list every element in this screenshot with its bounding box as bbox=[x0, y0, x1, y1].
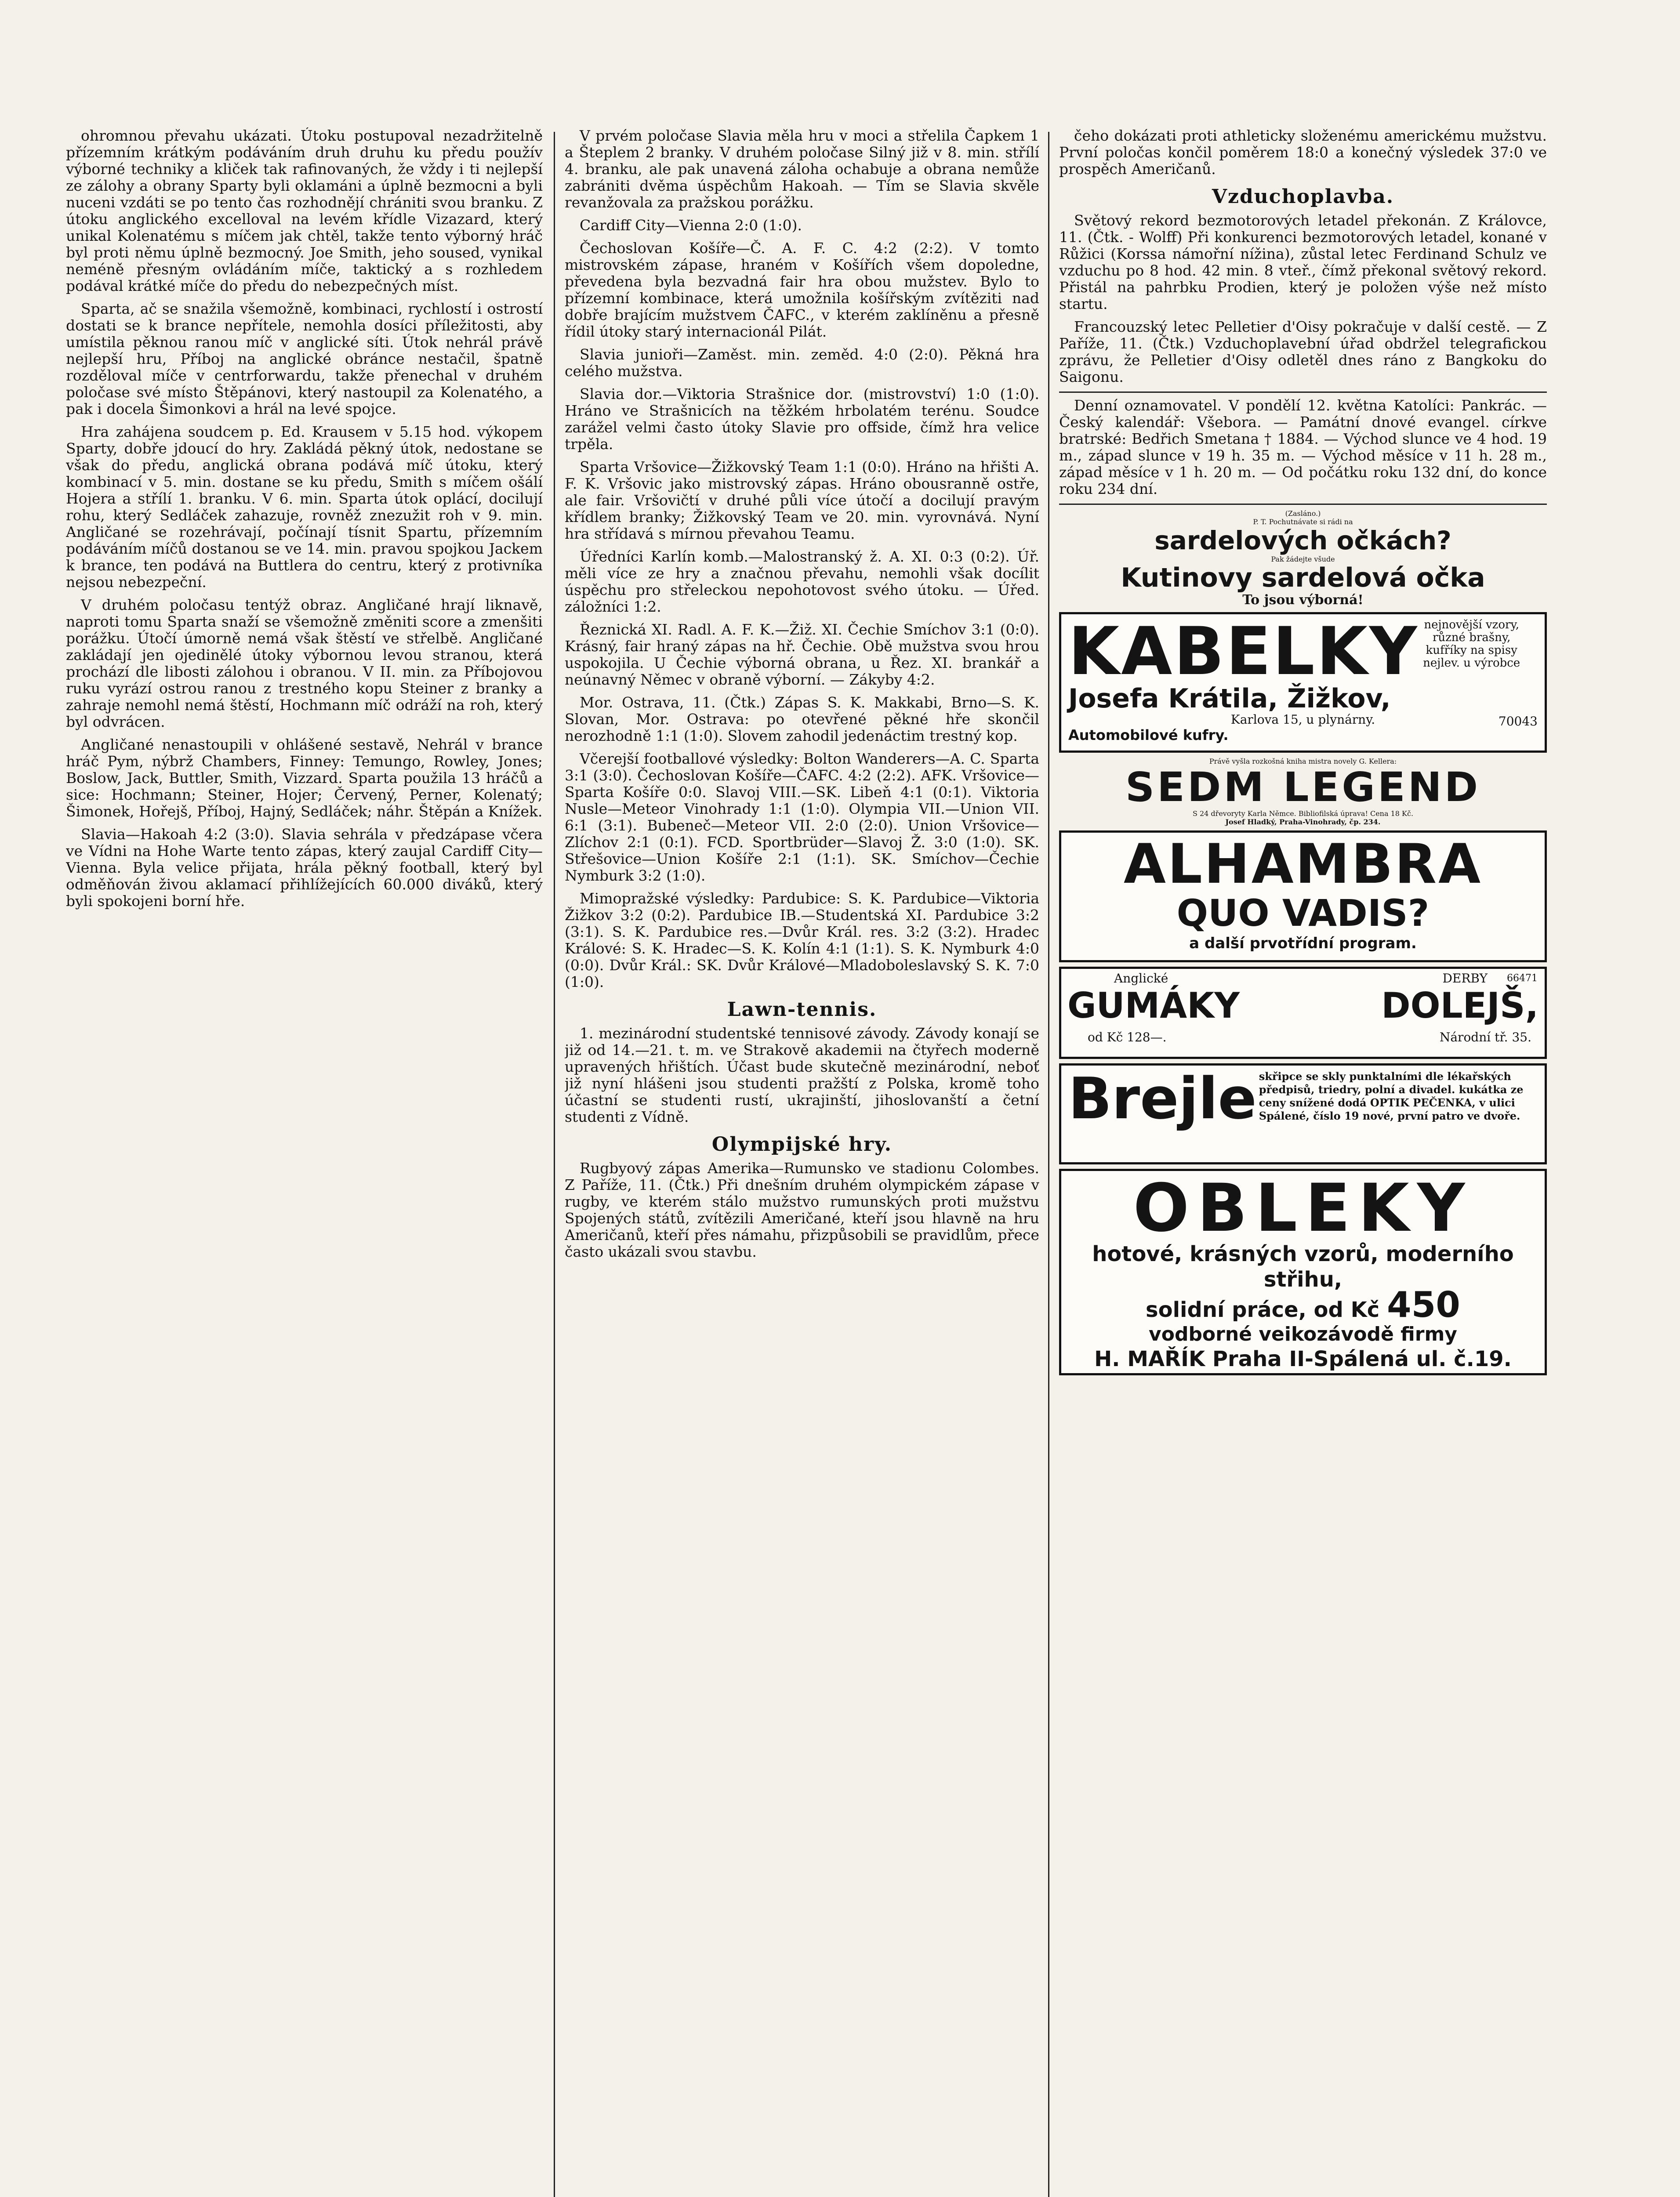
article-paragraph: Světový rekord bezmotorových letadel překonán. Z Královce, 11. (Čtk. - Wolff) Při konkurenci bezmotorových letadel, konané v Růžici (Korssa námořní nížina), zůstal letec Ferdinand Schulz ve vzduchu po 8 hod. 42 min. 8 vteř., čímž překonal světový rekord. Přistál na pahrbku Prodien, který je položen výše než místo startu. bbox=[1059, 212, 1547, 312]
article-paragraph: 1. mezinárodní studentské tennisové závody. Závody konají se již od 14.—21. t. m. ve Strakově akademii na čtyřech moderně upravených hřištích. Účast bude skutečně mezinárodní, neboť již nyní hlášeni jsou studenti pražští z Polska, kromě toho účastní se studenti rustí, ukrajinští, jihoslovanští a četní studenti z Vídně. bbox=[565, 1025, 1039, 1125]
ad-kabelky bbox=[1059, 612, 1547, 753]
ad-line: H. MAŘÍK Praha II-Spálená ul. č.19. bbox=[1094, 1347, 1512, 1371]
ad-line: Karlova 15, u plynárny. bbox=[1230, 712, 1375, 727]
article-paragraph: Mimopražské výsledky: Pardubice: S. K. Pardubice—Viktoria Žižkov 3:2 (0:2). Pardubice IB.—Studentská XI. Pardubice 3:2 (3:1). S. K. Pardubice res.—Dvůr Král. res. 3:2 (3:2). Hradec Králové: S. K. Hradec—S. K. Kolín 4:1 (1:1). S. K. Nymburk 4:0 (0:0). Dvůr Král.: SK. Dvůr Králové—Mladoboleslavský S. K. 7:0 (1:0). bbox=[565, 890, 1039, 990]
section-heading-aviation: Vzduchoplavba. bbox=[1212, 185, 1394, 208]
article-paragraph: V druhém poločasu tentýž obraz. Angličané hrají liknavě, naproti tomu Sparta snaží se všemožně změniti score a zmenšiti porážku. Útočí úmorně nemá však štěstí ve střelbě. Angličané zakládají jen ojedinělé útoky výbornou levou stranou, která prochází dle libosti zálohou i obranou. V II. min. za Příbojovou ruku vyrází ostrou ranou z trestného kopu Steiner z branky a zahraje nemohl nemá štěstí, Hochmann míč odráží na roh, který byl odvrácen. bbox=[66, 596, 543, 730]
ad-obleky bbox=[1059, 1169, 1547, 1375]
ad-headline: Kutinovy sardelová očka bbox=[1121, 562, 1485, 593]
article-paragraph: Rugbyový zápas Amerika—Rumunsko ve stadionu Colombes. Z Paříže, 11. (Čtk.) Při dnešním druhém olympickém zápase v rugby, ve kterém stálo mužstvo rumunských proti mužstvu Spojených států, zvítězili Američané, kteří jsou hlavně na hru Američanů, kteří přes námahu, přizpůsobili se pravidlům, přece často ukázali svou stavbu. bbox=[565, 1160, 1039, 1260]
ad-line: Pak žádejte všude bbox=[1271, 555, 1335, 563]
column-sports-middle bbox=[565, 127, 1039, 2197]
ad-line: P. T. Pochutnávate si rádi na bbox=[1253, 518, 1353, 526]
column-rule-2 bbox=[1048, 132, 1049, 2197]
ad-subheadline: QUO VADIS? bbox=[1176, 892, 1430, 935]
ad-headline: OBLEKY bbox=[1133, 1170, 1473, 1247]
ad-headline: DOLEJŠ, bbox=[1381, 985, 1538, 1026]
divider bbox=[1059, 392, 1547, 393]
ad-line: vodborné veikozávodě firmy bbox=[1149, 1323, 1457, 1345]
ad-sedm-legend bbox=[1059, 757, 1547, 826]
ad-line: Právě vyšla rozkošná kniha mistra novely G. Kellera: bbox=[1209, 757, 1397, 765]
ad-line: Anglické bbox=[1114, 971, 1168, 986]
ad-line: Josefa Krátila, Žižkov, bbox=[1068, 683, 1391, 714]
article-paragraph: V prvém poločase Slavia měla hru v moci a střelila Čapkem 1 a Šteplem 2 branky. V druhém poločase Silný již v 8. min. střílí 4. branku, ale pak unavená záloha ochabuje a obrana nemůže zabrániti dvěma úspěchům Hakoah. — Tím se Slavia skvěle revanžovala za pražskou porážku. bbox=[565, 127, 1039, 211]
ad-headline: sardelových očkách? bbox=[1154, 526, 1451, 555]
ad-note: (Zasláno.) bbox=[1285, 509, 1321, 518]
ad-number: 66471 bbox=[1507, 973, 1538, 984]
article-paragraph: Slavia—Hakoah 4:2 (3:0). Slavia sehrála v předzápase včera ve Vídni na Hohe Warte tento zápas, který zaujal Cardiff City—Vienna. Byla velice přijata, hrála pěkný football, který byl odměňován živou aklamací přihlížejících 60.000 diváků, který byli spokojeni borní hře. bbox=[66, 826, 543, 910]
divider bbox=[1059, 504, 1547, 505]
ad-alhambra bbox=[1059, 830, 1547, 962]
article-paragraph: Sparta, ač se snažila všemožně, kombinaci, rychlostí i ostrostí dostati se k brance nepřítele, nemohla dosíci příležitosti, aby umístila pěknou ranou míč v anglické síti. Útok nehrál právě nejlepší hru, Příboj na anglické obránce nestačil, špatně rozděloval míče v centrforwardu, takže přenechal v druhém poločase své místo Štěpánovi, který nastoupil za Kolenatého, a pak i docela Šimonkovi a hrál na levé spojce. bbox=[66, 300, 543, 417]
article-paragraph: Čechoslovan Košíře—Č. A. F. C. 4:2 (2:2). V tomto mistrovském zápase, hraném v Košířích všem dopoledne, převedena byla bezvadná fair hra obou mužstev. Bylo to přízemní kombinace, která umožnila košířským zvítěziti nad dobře brajícím mužstvem ČAFC., v kterém zaklíněnu a přesně řídil útoky starý internacionál Pilát. bbox=[565, 239, 1039, 340]
ad-price: 450 bbox=[1386, 1284, 1460, 1325]
ad-line: S 24 dřevoryty Karla Němce. Bibliofilská úprava! Cena 18 Kč. bbox=[1192, 809, 1414, 818]
ad-line: od Kč 128—. bbox=[1088, 1030, 1167, 1044]
article-paragraph: Řeznická XI. Radl. A. F. K.—Žiž. XI. Čechie Smíchov 3:1 (0:0). Krásný, fair hraný zápas na hř. Čechie. Obě mužstva svou hrou uspokojila. U Čechie výborná obrana, u Řez. XI. brankář a neúnavný Němec v obraně výborní. — Zákyby 4:2. bbox=[565, 621, 1039, 688]
article-paragraph: Úředníci Karlín komb.—Malostranský ž. A. XI. 0:3 (0:2). Úř. měli více ze hry a značnou převahu, nemohli však docílit úspěchu pro střeleckou nepohotovost svého útoku. — Úřed. záložníci 1:2. bbox=[565, 548, 1039, 615]
article-paragraph: Angličané nenastoupili v ohlášené sestavě, Nehrál v brance hráč Pym, nýbrž Chambers, Finney: Temungo, Rowley, Jones; Boslow, Jack, Buttler, Smith, Vizzard. Sparta použila 13 hráčů a sice: Hochmann; Steiner, Hojer; Červený, Perner, Kolenatý; Šimonek, Hořejš, Příboj, Hajný, Sedláček; náhr. Štěpán a Knížek. bbox=[66, 736, 543, 820]
ad-line: solidní práce, od Kč bbox=[1146, 1298, 1380, 1322]
ad-line: skřipce se skly punktalními dle lékařských předpisů, triedry, polní a divadel. kukátka ze ceny snížené dodá OPTIK PEČENKA, v ulici Spálené, číslo 19 nové, první patro ve dvoře. bbox=[1259, 1070, 1524, 1122]
ad-headline: SEDM LEGEND bbox=[1125, 764, 1481, 811]
ad-number: 70043 bbox=[1498, 714, 1538, 729]
ad-sardel bbox=[1059, 509, 1547, 608]
ad-headline: KABELKY bbox=[1068, 613, 1419, 690]
ad-headline: GUMÁKY bbox=[1067, 985, 1240, 1026]
column-rule-1 bbox=[554, 132, 555, 2197]
section-heading-lawn-tennis: Lawn-tennis. bbox=[727, 998, 877, 1021]
ad-line: DERBY bbox=[1442, 971, 1488, 986]
article-paragraph: Slavia junioři—Zaměst. min. zeměd. 4:0 (2:0). Pěkná hra celého mužstva. bbox=[565, 346, 1039, 380]
article-paragraph: Francouzský letec Pelletier d'Oisy pokračuje v další cestě. — Z Paříže, 11. (Čtk.) Vzduchoplavební úřad obdržel telegrafickou zprávu, že Pelletier d'Oisy odletěl dnes ráno z Bangkoku do Saigonu. bbox=[1059, 318, 1547, 385]
ad-line: a další prvotřídní program. bbox=[1189, 935, 1417, 952]
article-paragraph: ohromnou převahu ukázati. Útoku postupoval nezadržitelně přízemním krátkým podáváním druh druhu ku předu použív výborné techniky a kliček tak rafinovaných, že vždy i ti nejlepší ze zálohy a obrany Sparty byli oklamáni a úplně bezmocni a byli nuceni vzdáti se po tento čas rozhodnějí chrániti svou branku. Z útoku anglického excelloval na levém křídle Vizazard, který unikal Kolenatému s míčem jak chtěl, takže tento výborný hráč byl proti němu úplně bezmocný. Joe Smith, jeho soused, vynikal neméně přesným ovládáním míče, taktický a s rozhledem podával krátké míče do předu do nebezpečných míst. bbox=[66, 127, 543, 294]
article-paragraph: Slavia dor.—Viktoria Strašnice dor. (mistrovství) 1:0 (1:0). Hráno ve Strašnicích na těžkém hrbolatém terénu. Soudce zarážel velmi často útoky Slavie pro offside, čímž hra velice trpěla. bbox=[565, 385, 1039, 453]
ad-line: To jsou výborná! bbox=[1242, 592, 1364, 608]
article-paragraph: čeho dokázati proti athleticky složenému americkému mužstvu. První poločas končil poměrem 18:0 a konečný výsledek 37:0 ve prospěch Američanů. bbox=[1059, 127, 1547, 178]
ad-headline: ALHAMBRA bbox=[1123, 833, 1483, 896]
column-news-and-ads bbox=[1059, 127, 1547, 2197]
ad-gumaky bbox=[1059, 967, 1547, 1059]
ad-headline: Brejle bbox=[1068, 1065, 1257, 1132]
article-paragraph: Hra zahájena soudcem p. Ed. Krausem v 5.15 hod. výkopem Sparty, dobře jdoucí do hry. Zakládá pěkný útok, nedostane se však do předu, anglická obrana podává míč útoku, který kombinací v 5. min. dostane se ku předu, Smith s míčem ošálí Hojera a střílí 1. branku. V 6. min. Sparta útok oplácí, docilují rohu, který Sedláček zahazuje, rovněž znezužit roh v 9. min. Angličané se rozehrávají, počínají tísnit Spartu, přízemním podáváním míčů dostanou se ve 14. min. pravou spojkou Jackem k brance, ten podává na Buttlera do centru, který z protivníka nejsou nebezpeční. bbox=[66, 423, 543, 591]
article-paragraph: Sparta Vršovice—Žižkovský Team 1:1 (0:0). Hráno na hřišti A. F. K. Vršovic jako mistrovský zápas. Hráno obousranně ostře, ale fair. Vršovičtí v druhé půli více útočí a docilují pravým křídlem branky; Žižkovský Team ve 20. min. vyrovnává. Nyní hra střídavá s mírnou převahou Teamu. bbox=[565, 458, 1039, 542]
ad-line: hotové, krásných vzorů, moderního střihu, bbox=[1092, 1242, 1514, 1292]
ad-line: Národní tř. 35. bbox=[1439, 1030, 1531, 1044]
ad-line: Automobilové kufry. bbox=[1068, 727, 1229, 743]
article-paragraph: Mor. Ostrava, 11. (Čtk.) Zápas S. K. Makkabi, Brno—S. K. Slovan, Mor. Ostrava: po otevřené pěkné hře skončil nerozhodně 1:1 (1:0). Slovem zahodil jedenáctim trestný kop. bbox=[565, 694, 1039, 744]
section-heading-olympic-games: Olympijské hry. bbox=[711, 1133, 893, 1156]
column-sports-left bbox=[66, 127, 543, 2197]
ad-brejle bbox=[1059, 1063, 1547, 1164]
ad-line: Josef Hladký, Praha-Vinohrady, čp. 234. bbox=[1225, 818, 1381, 826]
article-paragraph: Cardiff City—Vienna 2:0 (1:0). bbox=[580, 217, 802, 234]
article-paragraph: Včerejší footballové výsledky: Bolton Wanderers—A. C. Sparta 3:1 (3:0). Čechoslovan Košíře—ČAFC. 4:2 (2:2). AFK. Vršovice—Sparta Košíře 0:0. Slavoj VIII.—SK. Libeň 4:1 (0:1). Viktoria Nusle—Meteor Vinohrady 1:1 (1:0). Olympia VII.—Union VII. 6:1 (3:1). Bubeneč—Meteor VII. 2:0 (2:0). Union Vršovice—Zlíchov 2:1 (0:1). FCD. Sportbrüder—Slavoj Ž. 3:0 (1:0). SK. Střešovice—Union Košíře 2:1 (1:1). SK. Smíchov—Čechie Nymburk 3:2 (1:0). bbox=[565, 750, 1039, 884]
daily-calendar: Denní oznamovatel. V pondělí 12. května Katolíci: Pankrác. — Český kalendář: Všebora. — Památní dnové evangel. církve bratrské: Bedřich Smetana † 1884. — Východ slunce ve 4 hod. 19 m., západ slunce v 19 h. 35 m. — Východ měsíce v 11 h. 28 m., západ měsíce v 1 h. 20 m. — Od počátku roku 132 dní, do konce roku 234 dní. bbox=[1059, 397, 1547, 497]
ad-line: nejnovější vzory, různé brašny, kufříky na spisy nejlev. u výrobce bbox=[1423, 618, 1520, 670]
